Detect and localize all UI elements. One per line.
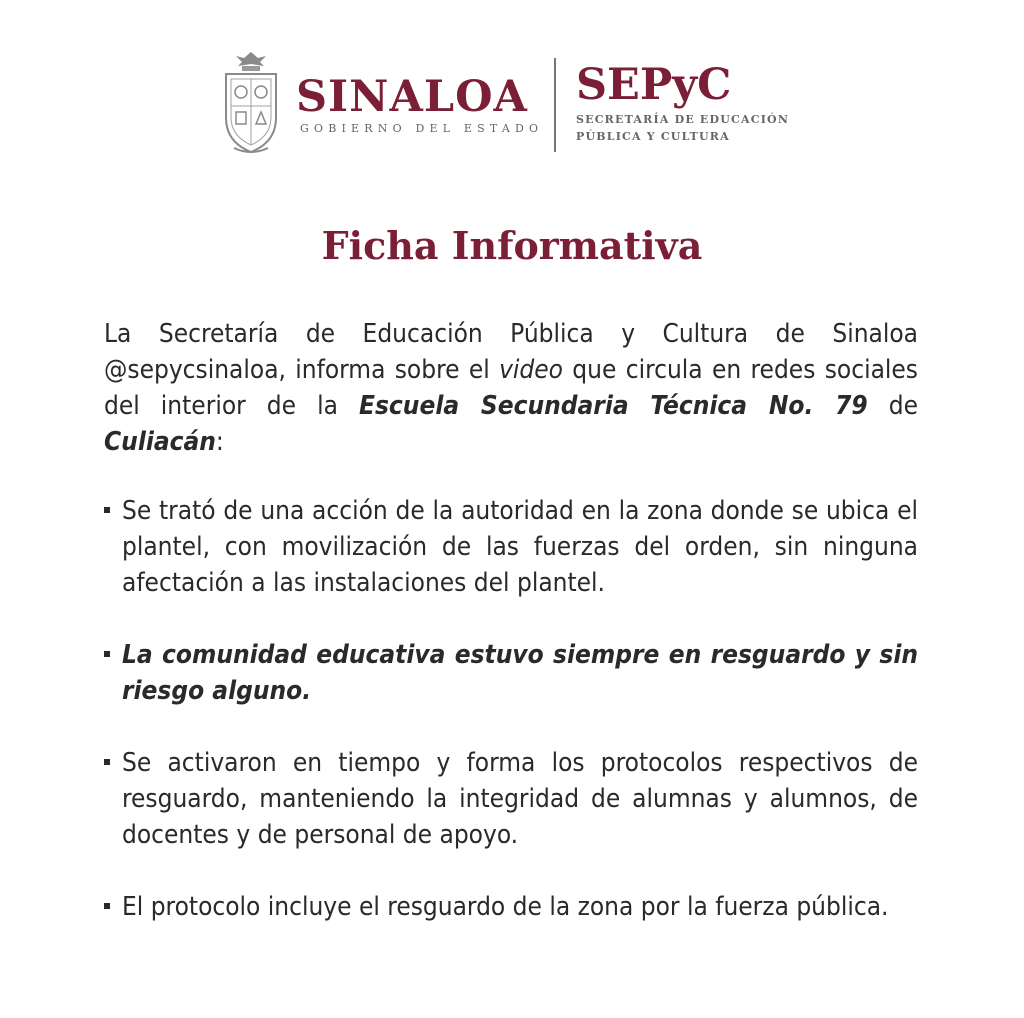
header [0,44,1024,164]
bullet-item [104,889,918,925]
intro-text-2: que circula en redes sociales del interior de la [104,355,918,421]
bullet-text: La comunidad educativa estuvo siempre en resguardo y sin riesgo alguno. [122,640,918,706]
intro-city: Culiacán [104,427,216,457]
bullet-square-icon [104,759,110,765]
bullet-square-icon [104,507,110,513]
bullet-text: Se trató de una acción de la autoridad en la zona donde se ubica el plantel, con movilización de las fuerzas del orden, sin ninguna afectación a las instalaciones del plantel. [122,496,918,598]
intro-school: Escuela Secundaria Técnica No. 79 [359,391,868,421]
intro-text-1: La Secretaría de Educación Pública y Cultura de Sinaloa @sepycsinaloa, informa sobre el [104,319,918,385]
intro-paragraph [104,316,918,460]
state-subtitle: GOBIERNO DEL ESTADO [300,122,544,135]
logo-divider [554,58,556,152]
agency-line-1: SECRETARÍA DE EDUCACIÓN [576,113,790,126]
bullet-text: El protocolo incluye el resguardo de la zona por la fuerza pública. [122,892,889,922]
document-title: Ficha Informativa [321,223,703,268]
bullet-item [104,637,918,709]
document-body [104,316,918,925]
bullet-text: Se activaron en tiempo y forma los protocolos respectivos de resguardo, manteniendo la integridad de alumnas y alumnos, de docentes y de personal de apoyo. [122,748,918,850]
bullet-list [104,493,918,925]
agency-line-2: PÚBLICA Y CULTURA [576,130,730,143]
state-name: SINALOA [296,72,528,122]
bullet-item [104,745,918,853]
sinaloa-logo [296,72,544,135]
bullet-square-icon [104,903,110,909]
bullet-square-icon [104,651,110,657]
state-seal-icon [220,48,282,158]
intro-video: video [499,355,563,385]
intro-text-4: : [215,427,224,457]
agency-name: SEPyC [576,60,732,110]
sepyc-logo [576,60,816,144]
intro-text-3: de [867,391,918,421]
bullet-item [104,493,918,601]
